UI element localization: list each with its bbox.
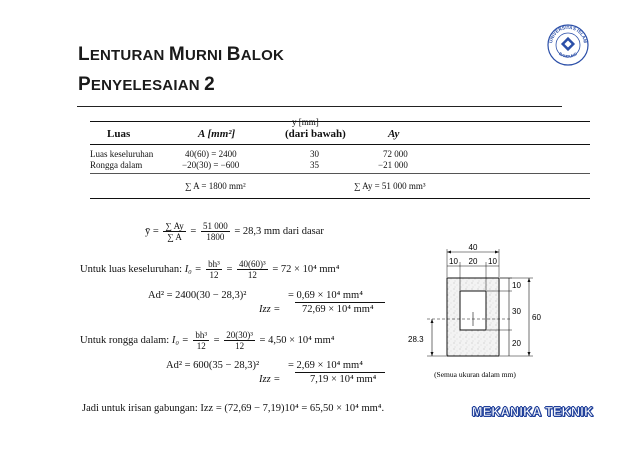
dim-top: 10 <box>512 281 521 290</box>
dim-centroid: 28.3 <box>408 335 424 344</box>
cross-section-figure <box>405 240 555 385</box>
dim-total-height: 60 <box>532 313 541 322</box>
table-bottom-rule <box>90 198 590 199</box>
university-logo <box>546 23 590 67</box>
slide-title-line1: LENTURAN MURNI BALOK <box>78 44 285 65</box>
dim-left: 10 <box>449 257 458 266</box>
outer-ad2-result: = 0,69 × 10⁴ mm⁴ <box>288 290 363 301</box>
dim-hole: 30 <box>512 307 521 316</box>
dim-bottom: 20 <box>512 339 521 348</box>
table-top-rule <box>90 121 590 122</box>
outer-izz-result: 72,69 × 10⁴ mm⁴ <box>302 304 374 315</box>
header-ay: Ay <box>388 128 400 140</box>
final-result: Jadi untuk irisan gabungan: Izz = (72,69 − 7,19)10⁴ = 65,50 × 10⁴ mm⁴. <box>82 403 385 414</box>
figure-caption: (Semua ukuran dalam mm) <box>434 370 516 379</box>
course-brand: MEKANIKA TEKNIK <box>472 405 594 419</box>
outer-sum-rule <box>295 302 385 303</box>
inner-izz-lhs: Izz = <box>259 374 281 385</box>
dim-right: 10 <box>488 257 497 266</box>
outer-izz-lhs: Izz = <box>259 304 281 315</box>
table-header-rule <box>90 144 590 145</box>
row2-area: −20(30) = −600 <box>182 160 240 170</box>
inner-sum-rule <box>295 372 385 373</box>
sum-ay: ∑ Ay = 51 000 mm³ <box>354 181 426 191</box>
row2-label: Rongga dalam <box>90 160 143 170</box>
outer-io-equation: Untuk luas keseluruhan: I₀ = $\frac{\text{bh³}}{12}$ = $\frac{\text{40(60)³}}{12}$ = 72 × 10⁴ mm⁴ <box>80 259 340 280</box>
slide-title-line2: PENYELESAIAN 2 <box>78 74 215 95</box>
row2-y: 35 <box>310 160 319 170</box>
svg-text:UNIVERSITAS ISLAM: UNIVERSITAS ISLAM <box>548 24 588 44</box>
dim-mid: 20 <box>468 257 478 266</box>
row1-area: 40(60) = 2400 <box>185 149 237 159</box>
sum-area: ∑ A = 1800 mm² <box>185 181 246 191</box>
centroid-equation: ȳ = $\frac{\sum Ay}{\sum A}$ = $\frac{51 000}{1800}$ = 28,3 mm dari dasar <box>145 221 324 242</box>
svg-text:BANDUNG: BANDUNG <box>557 51 579 59</box>
inner-ad2-lhs: Ad² = 600(35 − 28,3)² <box>166 360 260 371</box>
outer-ad2-lhs: Ad² = 2400(30 − 28,3)² <box>148 290 247 301</box>
row2-ay: −21 000 <box>378 160 408 170</box>
row1-label: Luas keseluruhan <box>90 149 154 159</box>
title-divider <box>77 106 562 107</box>
inner-ad2-result: = 2,69 × 10⁴ mm⁴ <box>288 360 363 371</box>
table-body-rule <box>90 173 590 174</box>
inner-io-equation: Untuk rongga dalam: I₀ = $\frac{\text{bh³}}{12}$ = $\frac{\text{20(30)³}}{12}$ = 4,50 × 10⁴ mm⁴ <box>80 330 335 351</box>
header-area: A [mm²] <box>198 128 236 140</box>
inner-izz-result: 7,19 × 10⁴ mm⁴ <box>310 374 377 385</box>
header-y-ref: (dari bawah) <box>285 128 346 140</box>
header-luas: Luas <box>107 128 131 140</box>
header-y-unit: y [mm] <box>292 117 319 127</box>
row1-ay: 72 000 <box>383 149 408 159</box>
dim-total-width: 40 <box>468 243 478 252</box>
row1-y: 30 <box>310 149 319 159</box>
